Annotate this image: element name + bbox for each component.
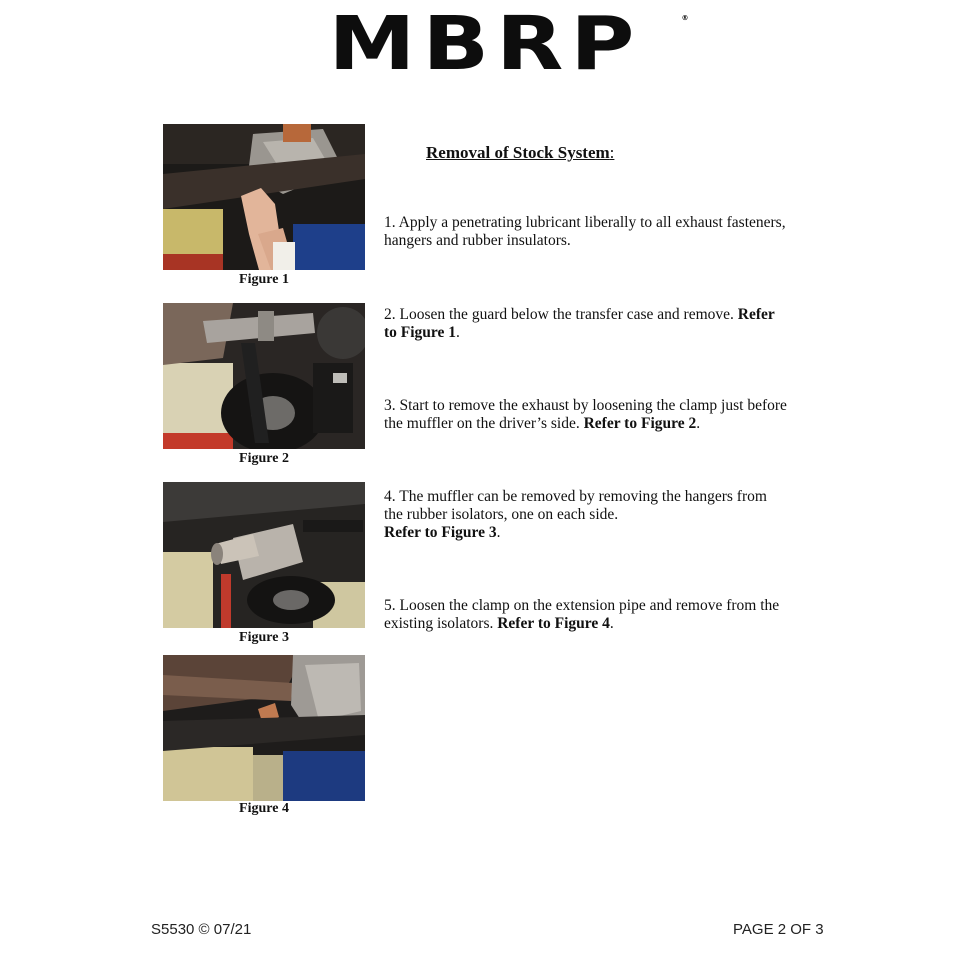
figure-2-caption: Figure 2 — [239, 451, 289, 466]
step-5: 5. Loosen the clamp on the extension pipe and remove from the existing isolators. Refer to Figure 4. — [384, 597, 780, 632]
step-1: 1. Apply a penetrating lubricant liberally to all exhaust fasteners, hangers and rubber insulators. — [384, 214, 786, 249]
logo-text: MBRP — [328, 1, 642, 87]
step-4: 4. The muffler can be removed by removing the hangers from the rubber isolators, one on each side. Refer to Figure 3. — [384, 488, 767, 541]
figure-2-photo — [163, 303, 365, 449]
step-2: 2. Loosen the guard below the transfer case and remove. Refer to Figure 1. — [384, 306, 775, 341]
figure-1-caption: Figure 1 — [239, 272, 289, 287]
figure-2 — [163, 303, 365, 466]
figure-4-photo — [163, 655, 365, 801]
figure-1-photo — [163, 124, 365, 270]
figure-1 — [163, 124, 365, 287]
figure-3 — [163, 482, 365, 645]
mbrp-logo — [279, 1, 692, 87]
figure-3-photo — [163, 482, 365, 628]
footer-page-number: PAGE 2 OF 3 — [733, 921, 824, 938]
registered-mark: ® — [681, 14, 689, 22]
step-3: 3. Start to remove the exhaust by loosening the clamp just before the muffler on the driver’s side. Refer to Figure 2. — [384, 397, 787, 432]
figure-4 — [163, 655, 365, 816]
footer-doc-id: S5530 © 07/21 — [151, 921, 252, 938]
section-title: Removal of Stock System: — [426, 143, 615, 162]
figure-3-caption: Figure 3 — [239, 630, 289, 645]
figure-4-caption: Figure 4 — [239, 801, 289, 816]
